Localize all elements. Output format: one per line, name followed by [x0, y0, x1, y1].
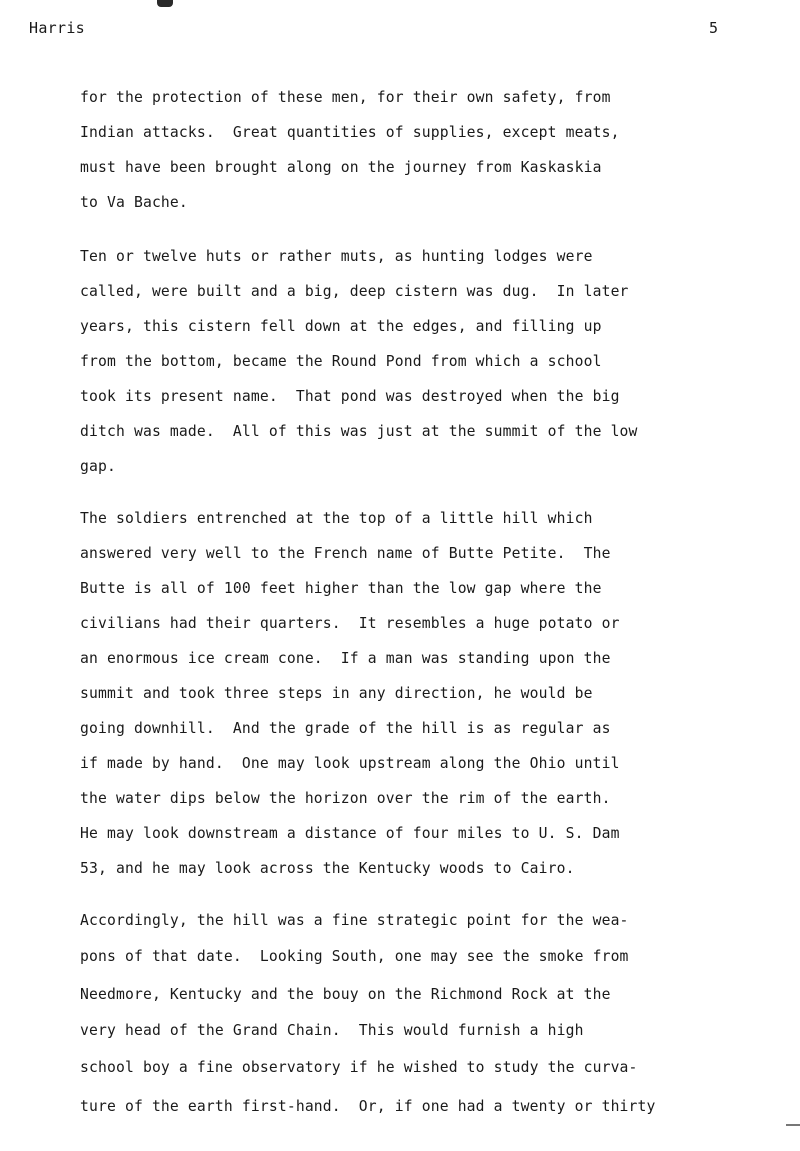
- text-line: going downhill. And the grade of the hill is as regular as: [80, 720, 611, 737]
- text-line: the water dips below the horizon over the rim of the earth.: [80, 790, 611, 807]
- text-line: for the protection of these men, for their own safety, from: [80, 89, 611, 106]
- running-header-author: Harris: [29, 19, 85, 37]
- text-line: school boy a fine observatory if he wished to study the curva-: [80, 1059, 638, 1076]
- text-line: to Va Bache.: [80, 194, 188, 211]
- text-line: gap.: [80, 458, 116, 475]
- text-line: The soldiers entrenched at the top of a little hill which: [80, 510, 593, 527]
- text-line: summit and took three steps in any direction, he would be: [80, 685, 593, 702]
- text-line: civilians had their quarters. It resembles a huge potato or: [80, 615, 620, 632]
- text-line: from the bottom, became the Round Pond from which a school: [80, 353, 602, 370]
- text-line: called, were built and a big, deep cistern was dug. In later: [80, 283, 629, 300]
- text-line: very head of the Grand Chain. This would furnish a high: [80, 1022, 584, 1039]
- text-line: Accordingly, the hill was a fine strategic point for the wea-: [80, 912, 629, 929]
- text-line: Butte is all of 100 feet higher than the low gap where the: [80, 580, 602, 597]
- text-line: years, this cistern fell down at the edges, and filling up: [80, 318, 602, 335]
- text-line: pons of that date. Looking South, one may see the smoke from: [80, 948, 629, 965]
- text-line: ditch was made. All of this was just at the summit of the low: [80, 423, 638, 440]
- edge-mark: [786, 1124, 800, 1126]
- text-line: must have been brought along on the journey from Kaskaskia: [80, 159, 602, 176]
- text-line: Indian attacks. Great quantities of supplies, except meats,: [80, 124, 620, 141]
- text-line: He may look downstream a distance of four miles to U. S. Dam: [80, 825, 620, 842]
- text-line: took its present name. That pond was destroyed when the big: [80, 388, 620, 405]
- text-line: Ten or twelve huts or rather muts, as hunting lodges were: [80, 248, 593, 265]
- text-line: an enormous ice cream cone. If a man was standing upon the: [80, 650, 611, 667]
- text-line: if made by hand. One may look upstream along the Ohio until: [80, 755, 620, 772]
- text-line: 53, and he may look across the Kentucky woods to Cairo.: [80, 860, 575, 877]
- ink-smudge: [157, 0, 173, 7]
- text-line: Needmore, Kentucky and the bouy on the Richmond Rock at the: [80, 986, 611, 1003]
- text-line: ture of the earth first-hand. Or, if one had a twenty or thirty: [80, 1098, 656, 1115]
- text-line: answered very well to the French name of Butte Petite. The: [80, 545, 611, 562]
- page-number: 5: [709, 19, 719, 37]
